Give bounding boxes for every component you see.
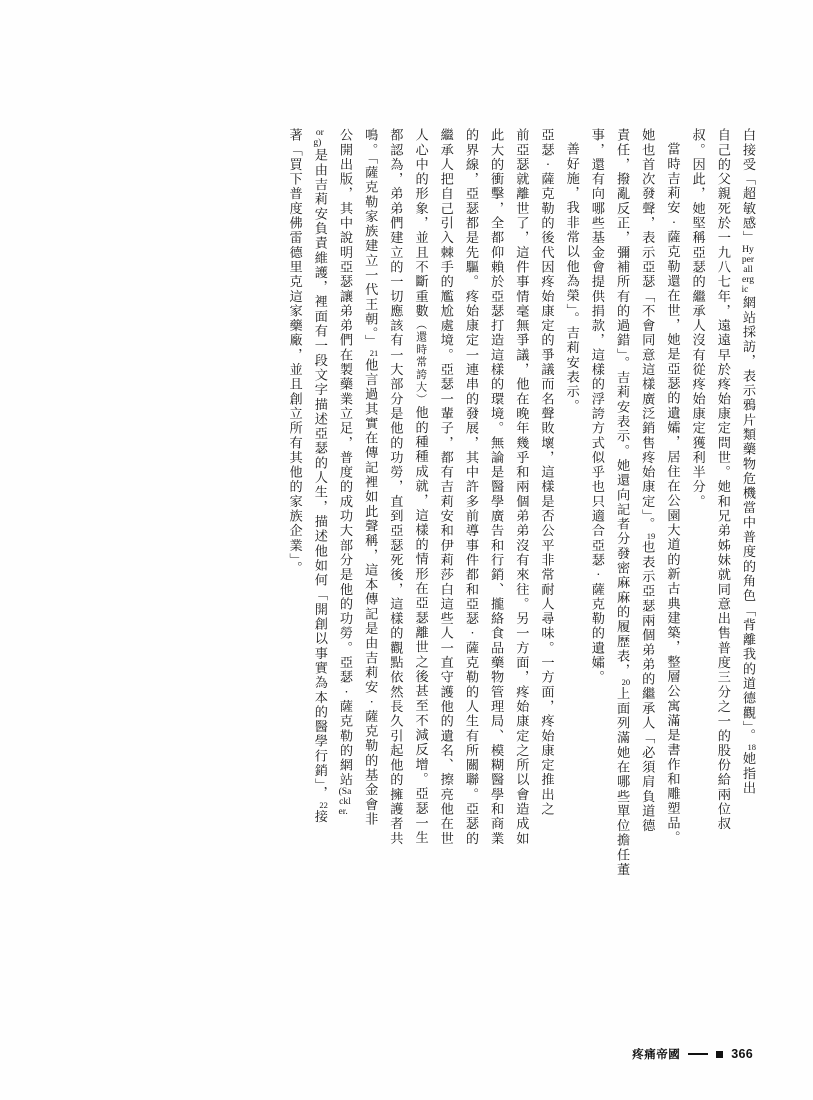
latin-inline-text: org) [313,127,324,149]
text-column [327,128,352,1008]
text-run: 自己的父親死於一九八七年，遠遠早於疼始康定問世。她和兄弟姊妹就同意出售普度三分之一的股份給兩位叔 [715,128,731,832]
text-run: 當時吉莉安‧薩克勒還在世，她是亞瑟的遺孀，居住在公園大道的新古典建築，整層公寓滿是書作和雕塑品。 [665,142,681,846]
text-column [276,128,301,1008]
text-column [579,128,604,1008]
text-column [629,128,654,1008]
text-run: 鳴。「薩克勒家族建立一代王朝。」 [363,128,379,350]
text-column [554,128,579,1022]
text-run: 責任，撥亂反正，彌補所有的過錯」。吉莉安表示。她還向記者分發密麻麻的履歷表， [615,128,631,679]
text-column [453,128,478,1008]
footnote-marker: 22 [319,799,328,810]
footnote-marker: 19 [646,530,656,541]
text-run: 也表示亞瑟兩個弟弟的繼承人「必須肩負道德 [640,540,656,834]
text-column [679,128,704,1008]
text-run: 的界線，亞瑟都是先驅。疼始康定一連串的發展，其中許多前導事件都和亞瑟‧薩克勒的人生有所關聯。亞瑟的 [463,128,479,846]
text-column [705,128,730,1008]
text-run: 公開出版，其中說明亞瑟讓弟弟們在製藥業立足，普度的成功大部分是他的功勞。亞瑟‧薩克勒的網站 [338,128,353,788]
page-number: 366 [731,1047,753,1061]
footer-rule-icon [688,1053,708,1055]
text-run: 繼承人把自己引入棘手的尷尬處境。亞瑟一輩子，都有吉莉安和伊莉莎白這些人一直守護他的遺名、擦亮他在世 [438,128,454,846]
text-column [730,128,755,1008]
parenthetical-note: （還時常誇大） [414,318,427,406]
text-run: 接 [312,809,328,824]
text-column [528,128,553,1008]
footnote-marker: 21 [369,348,379,359]
text-run: 人心中的形象，並且不斷重數 [413,128,429,319]
text-column [428,128,453,1008]
text-column [402,128,427,1008]
text-run: 她指出 [741,751,756,796]
footer-square-icon [716,1051,723,1058]
text-run: 事，還有向哪些基金會提供捐款，這樣的浮誇方式似乎也只適合亞瑟‧薩克勒的遺孀。 [589,128,605,685]
text-column [377,128,402,1008]
text-run: 是由吉莉安負責維護，裡面有一段文字描述亞瑟的人生，描述他如何「開創以事實為本的醫學行銷」， [312,148,328,801]
latin-inline-text: Hyperallergic [741,244,755,296]
text-run: 上面列滿她在哪些單位擔任董 [615,686,631,878]
text-run: 都認為，弟弟們建立的一切應該有一大部分是他的功勞，直到亞瑟死後，這樣的觀點依然長久引起他的擁護者共 [388,128,404,846]
text-column [302,128,327,1008]
text-run: 網站採訪，表示鴉片類藥物危機當中普度的角色「背離我的道德觀」。 [741,295,756,744]
text-run: 著「買下普度佛雷德里克這家藥廠，並且創立所有其他的家族企業」。 [287,128,303,576]
text-column [654,128,679,1022]
text-run: 他言過其實在傳記裡如此聲稱，這本傳記是由吉莉安‧薩克勒的基金會非 [363,357,379,827]
text-run: 亞瑟‧薩克勒的後代因疼始康定的爭議而名聲敗壞，這樣是否公平非常耐人尋味。一方面，疼始康定推出之 [539,128,555,817]
footnote-marker: 18 [747,742,756,753]
text-run: 白接受「超敏感」 [741,128,756,246]
footnote-marker: 20 [621,677,631,688]
text-column [604,128,629,1008]
page-footer [632,1046,753,1062]
text-run: 善好施，我非常以他為榮」。吉莉安表示。 [564,142,580,414]
text-column [503,128,528,1008]
text-column [352,128,377,1008]
text-run: 她也首次發聲，表示亞瑟「不會同意這樣廣泛銷售疼始康定」。 [640,128,656,532]
text-run: 他的種種成就，這樣的情形在亞瑟離世之後甚至不減反增。亞瑟一生 [413,405,429,846]
footer-book-title: 疼痛帝國 [632,1049,681,1061]
latin-inline-text: (Sackler. [338,786,352,818]
text-run: 前亞瑟就離世了，這件事情毫無爭議，他在晚年幾乎和兩個弟弟沒有來往。另一方面，疼始康定之所以會造成如 [514,128,530,846]
text-column [478,128,503,1008]
text-run: 此大的衝擊，全都仰賴於亞瑟打造這樣的環境。無論是醫學廣告和行銷、攏絡食品藥物管理局、模糊醫學和商業 [489,128,505,846]
vertical-text-body [58,128,755,1008]
text-run: 叔。因此，她堅稱亞瑟的繼承人沒有從疼始康定獲利半分。 [690,128,706,509]
